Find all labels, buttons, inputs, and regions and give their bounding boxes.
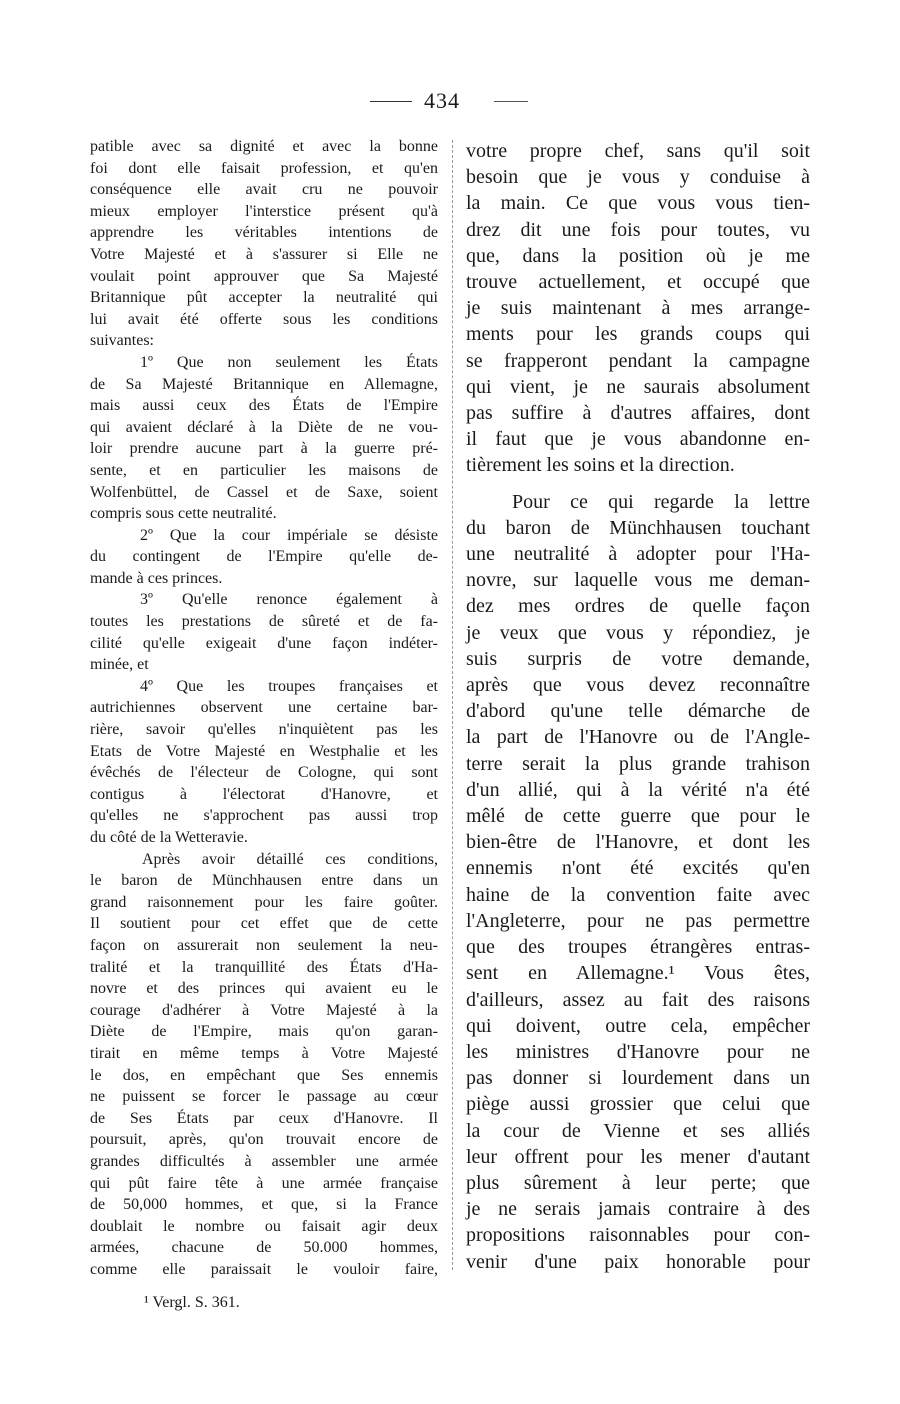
text-line: venir d'une paix honorable pour: [466, 1250, 810, 1273]
text-line: Après avoir détaillé ces conditions,: [142, 850, 438, 868]
text-line: que, dans la position où je me: [466, 244, 810, 267]
text-line: terre serait la plus grande trahison: [466, 752, 810, 775]
text-line: Wolfenbüttel, de Cassel et de Saxe, soient: [90, 483, 438, 501]
text-line: piège aussi grossier que celui que: [466, 1093, 810, 1116]
text-line: 3º Qu'elle renonce également à: [140, 591, 438, 609]
text-line: se frapperont pendant la campagne: [466, 349, 810, 372]
left-text-column: [90, 136, 438, 1280]
text-line: il faut que je vous abandonne en-: [466, 428, 810, 451]
text-line: novre et des princes qui avaient eu le: [90, 980, 438, 998]
text-line: de Sa Majesté Britannique en Allemagne,: [90, 375, 438, 393]
text-line: qui doivent, outre cela, empêcher: [466, 1014, 810, 1037]
text-line: besoin que je vous y conduise à: [466, 166, 810, 189]
text-line: bien-être de l'Hanovre, et dont les: [466, 831, 810, 854]
text-line: qui pût faire tête à une armée française: [90, 1174, 438, 1192]
text-line: lui avait été offerte sous les conditions: [90, 310, 438, 328]
text-line: tièrement les soins et la direction.: [466, 454, 735, 477]
text-line: leur offrent pour les mener d'autant: [466, 1145, 810, 1168]
text-line: le baron de Münchhausen entre dans un: [90, 872, 438, 890]
text-line: voulait point approuver que Sa Majesté: [90, 267, 438, 285]
text-line: haine de la convention faite avec: [466, 883, 810, 906]
right-text-column: [466, 138, 810, 1275]
text-line: autrichiennes observent une certaine bar-: [90, 699, 438, 717]
text-line: évêchés de l'électeur de Cologne, qui sont: [90, 764, 438, 782]
text-line: mais aussi ceux des États de l'Empire: [90, 397, 438, 415]
text-line: je ne serais jamais contraire à des: [466, 1198, 810, 1221]
text-line: Il soutient pour cet effet que de cette: [90, 915, 438, 933]
text-line: mêlé de cette guerre que pour le: [466, 805, 810, 828]
text-line: de Ses États par ceux d'Hanovre. Il: [90, 1109, 438, 1127]
text-line: loir prendre aucune part à la guerre pré-: [90, 440, 438, 458]
text-line: suivantes:: [90, 332, 154, 350]
text-line: grand raisonnement pour les faire goûter.: [90, 893, 438, 911]
text-line: mieux employer l'interstice présent qu'à: [90, 202, 438, 220]
page-number: 434: [424, 88, 460, 113]
text-line: suis surpris de votre demande,: [466, 647, 810, 670]
text-line: d'abord qu'une telle démarche de: [466, 700, 810, 723]
text-line: doublait le nombre ou faisait agir deux: [90, 1217, 438, 1235]
text-line: pas donner si lourdement dans un: [466, 1067, 810, 1090]
text-line: trouve actuellement, et occupé que: [466, 271, 810, 294]
footnote: ¹ Vergl. S. 361.: [144, 1294, 240, 1311]
text-line: dez mes ordres de quelle façon: [466, 595, 810, 618]
header-rule-right: [494, 101, 528, 102]
text-line: façon on assurerait non seulement la neu-: [90, 936, 438, 954]
text-line: plus sûrement à leur perte; que: [466, 1171, 810, 1194]
text-line: votre propre chef, sans qu'il soit: [466, 140, 810, 162]
text-line: du contingent de l'Empire qu'elle de-: [90, 548, 438, 566]
text-line: propositions raisonnables pour con-: [466, 1224, 810, 1247]
text-line: la main. Ce que vous vous tien-: [466, 192, 810, 215]
text-line: armées, chacune de 50.000 hommes,: [90, 1239, 438, 1257]
text-line: qu'elles ne s'approchent pas aussi trop: [90, 807, 438, 825]
text-line: compris sous cette neutralité.: [90, 505, 277, 523]
text-line: Diète de l'Empire, mais qu'on garan-: [90, 1023, 438, 1041]
text-line: novre, sur laquelle vous me deman-: [466, 569, 810, 592]
text-line: Etats de Votre Majesté en Westphalie et les: [90, 742, 438, 760]
text-line: ments pour les grands coups qui: [466, 323, 810, 346]
text-line: les ministres d'Hanovre pour ne: [466, 1040, 810, 1063]
header-rule-left: [370, 101, 412, 102]
text-line: pas suffire à d'autres affaires, dont: [466, 402, 810, 425]
text-line: apprendre les véritables intentions de: [90, 224, 438, 242]
text-line: Votre Majesté et à s'assurer si Elle ne: [90, 245, 438, 263]
text-line: toutes les prestations de sûreté et de fa-: [90, 613, 438, 631]
text-line: ennemis n'ont été excités qu'en: [466, 857, 810, 880]
text-line: d'ailleurs, assez au fait des raisons: [466, 988, 810, 1011]
text-line: Britannique pût accepter la neutralité qui: [90, 289, 438, 307]
text-line: sente, et en particulier les maisons de: [90, 461, 438, 479]
text-line: grandes difficultés à assembler une armée: [90, 1152, 438, 1170]
text-line: après que vous devez reconnaître: [466, 674, 810, 697]
text-line: ne puissent se forcer le passage au cœur: [90, 1088, 438, 1106]
text-line: sent en Allemagne.¹ Vous êtes,: [466, 962, 810, 985]
text-line: du côté de la Wetteravie.: [90, 829, 248, 846]
text-line: foi dont elle faisait profession, et qu'en: [90, 159, 438, 177]
page-header: [0, 88, 900, 122]
text-line: la cour de Vienne et ses alliés: [466, 1119, 810, 1142]
text-line: drez dit une fois pour toutes, vu: [466, 218, 810, 241]
text-line: qui vient, je ne saurais absolument: [466, 375, 810, 398]
text-line: je veux que vous y répondiez, je: [466, 621, 810, 644]
text-line: mande à ces princes.: [90, 569, 223, 587]
text-line: poursuit, après, qu'on trouvait encore de: [90, 1131, 438, 1149]
text-line: du baron de Münchhausen touchant: [466, 516, 810, 539]
text-line: que des troupes étrangères entras-: [466, 936, 810, 959]
text-line: je suis maintenant à mes arrange-: [466, 297, 810, 320]
text-line: la part de l'Hanovre ou de l'Angle-: [466, 726, 810, 749]
text-line: comme elle paraissait le vouloir faire,: [90, 1260, 438, 1278]
text-line: contigus à l'électorat d'Hanovre, et: [90, 785, 438, 803]
text-line: conséquence elle avait cru ne pouvoir: [90, 181, 438, 199]
column-divider: [452, 140, 453, 1270]
text-line: minée, et: [90, 656, 149, 674]
text-line: Pour ce qui regarde la lettre: [512, 490, 810, 513]
text-line: 2º Que la cour impériale se désiste: [140, 526, 438, 544]
text-line: rière, savoir qu'elles n'inquiètent pas les: [90, 721, 438, 739]
text-line: tirait en même temps à Votre Majesté: [90, 1044, 438, 1062]
text-line: une neutralité à adopter pour l'Ha-: [466, 543, 810, 566]
text-line: 1º Que non seulement les États: [140, 353, 438, 371]
text-line: cilité qu'elle exigeait d'une façon indéter-: [90, 634, 438, 652]
paragraph-gap: [466, 479, 810, 489]
text-line: le dos, en empêchant que Ses ennemis: [90, 1066, 438, 1084]
text-line: d'un allié, qui à la vérité n'a été: [466, 778, 810, 801]
text-line: qui avaient déclaré à la Diète de ne vou-: [90, 418, 438, 436]
text-line: patible avec sa dignité et avec la bonne: [90, 138, 438, 155]
text-line: de 50,000 hommes, et que, si la France: [90, 1196, 438, 1214]
text-line: tralité et la tranquillité des États d'Ha-: [90, 958, 438, 976]
text-line: courage d'adhérer à Votre Majesté à la: [90, 1001, 438, 1019]
text-line: l'Angleterre, pour ne pas permettre: [466, 909, 810, 932]
text-line: 4º Que les troupes françaises et: [140, 677, 438, 695]
